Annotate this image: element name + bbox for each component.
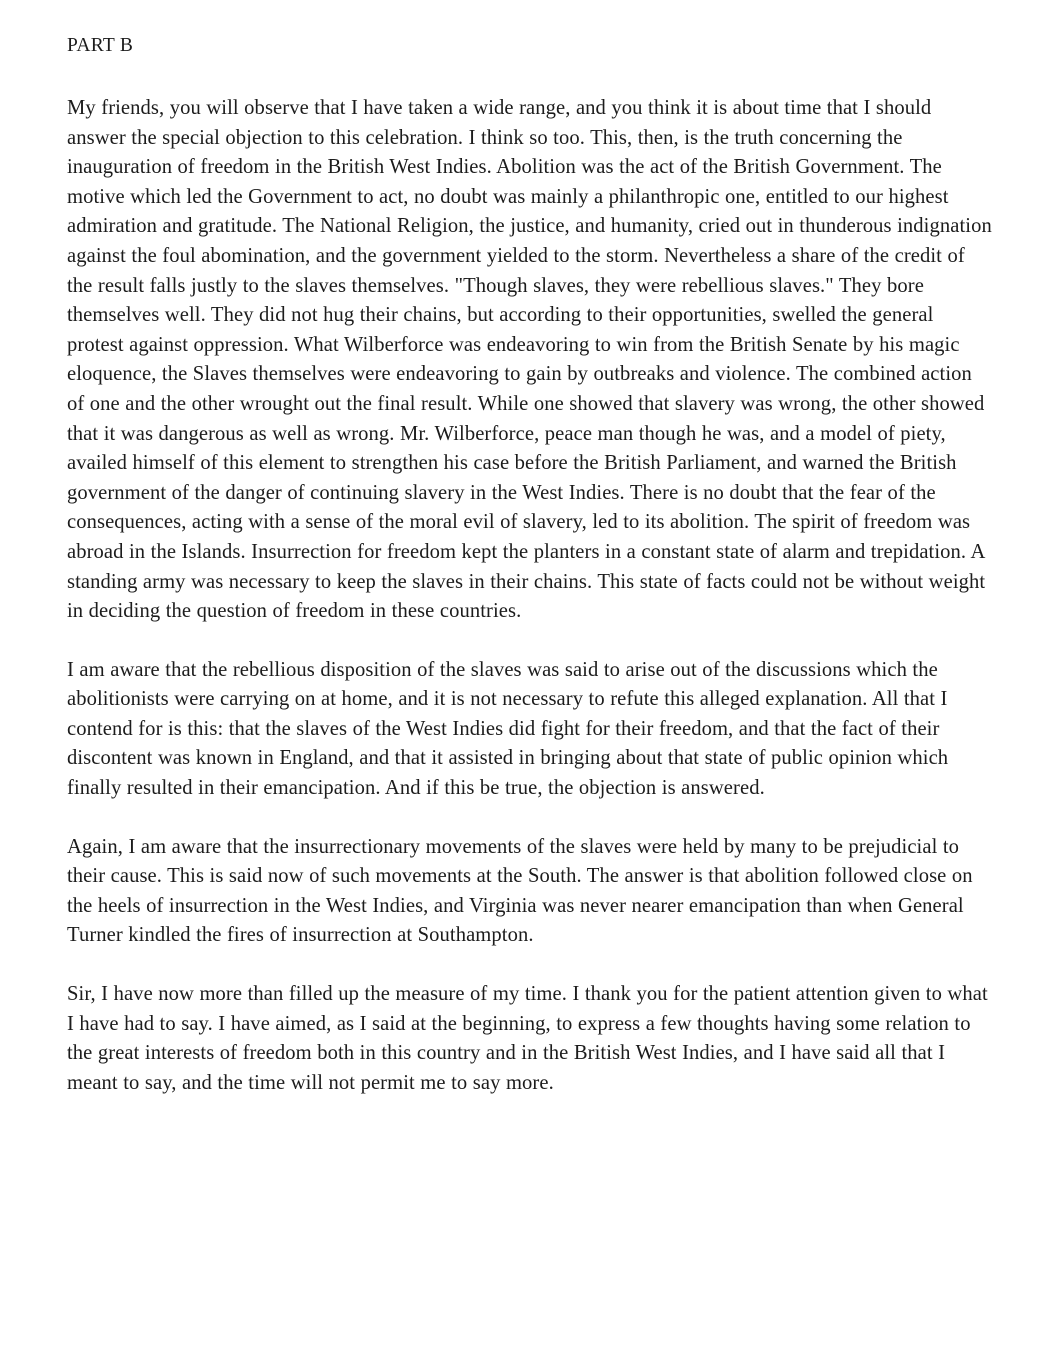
body-paragraph-3: Again, I am aware that the insurrectionary movements of the slaves were held by many to be prejudicial to their cause. This is said now of such movements at the South. The answer is that abolition followed close on the heels of insurrection in the West Indies, and Virginia was never nearer emancipation than when General Turner kindled the fires of insurrection at Southampton. — [67, 835, 973, 947]
section-heading-part-b: PART B — [67, 35, 134, 56]
body-paragraph-2: I am aware that the rebellious disposition of the slaves was said to arise out of the discussions which the abolitionists were carrying on at home, and it is not necessary to refute this alleged explanation. All that I contend for is this: that the slaves of the West Indies did fight for their freedom, and that the fact of their discontent was known in England, and that it assisted in bringing about that state of public opinion which finally resulted in their emancipation. And if this be true, the objection is answered. — [67, 658, 949, 800]
body-paragraph-4: Sir, I have now more than filled up the measure of my time. I thank you for the patient attention given to what I have had to say. I have aimed, as I said at the beginning, to express a few thoughts having some relation to the great interests of freedom both in this country and in the British West Indies, and I have said all that I meant to say, and the time will not permit me to say more. — [67, 983, 988, 1094]
document-text-column — [67, 33, 993, 1098]
body-paragraph-1: My friends, you will observe that I have taken a wide range, and you think it is about time that I should answer the special objection to this celebration. I think so too. This, then, is the truth concerning the inauguration of freedom in the British West Indies. Abolition was the act of the British Government. The motive which led the Government to act, no doubt was mainly a philanthropic one, entitled to our highest admiration and gratitude. The National Religion, the justice, and humanity, cried out in thunderous indignation against the foul abomination, and the government yielded to the storm. Nevertheless a share of the credit of the result falls justly to the slaves themselves. "Though slaves, they were rebellious slaves." They bore themselves well. They did not hug their chains, but according to their opportunities, swelled the general protest against oppression. What Wilberforce was endeavoring to win from the British Senate by his magic eloquence, the Slaves themselves were endeavoring to gain by outbreaks and violence. The combined action of one and the other wrought out the final result. While one showed that slavery was wrong, the other showed that it was dangerous as well as wrong. Mr. Wilberforce, peace man though he was, and a model of piety, availed himself of this element to strengthen his case before the British Parliament, and warned the British government of the danger of continuing slavery in the West Indies. There is no doubt that the fear of the consequences, acting with a sense of the moral evil of slavery, led to its abolition. The spirit of freedom was abroad in the Islands. Insurrection for freedom kept the planters in a constant state of alarm and trepidation. A standing army was necessary to keep the slaves in their chains. This state of facts could not be without weight in deciding the question of freedom in these countries. — [67, 97, 992, 623]
